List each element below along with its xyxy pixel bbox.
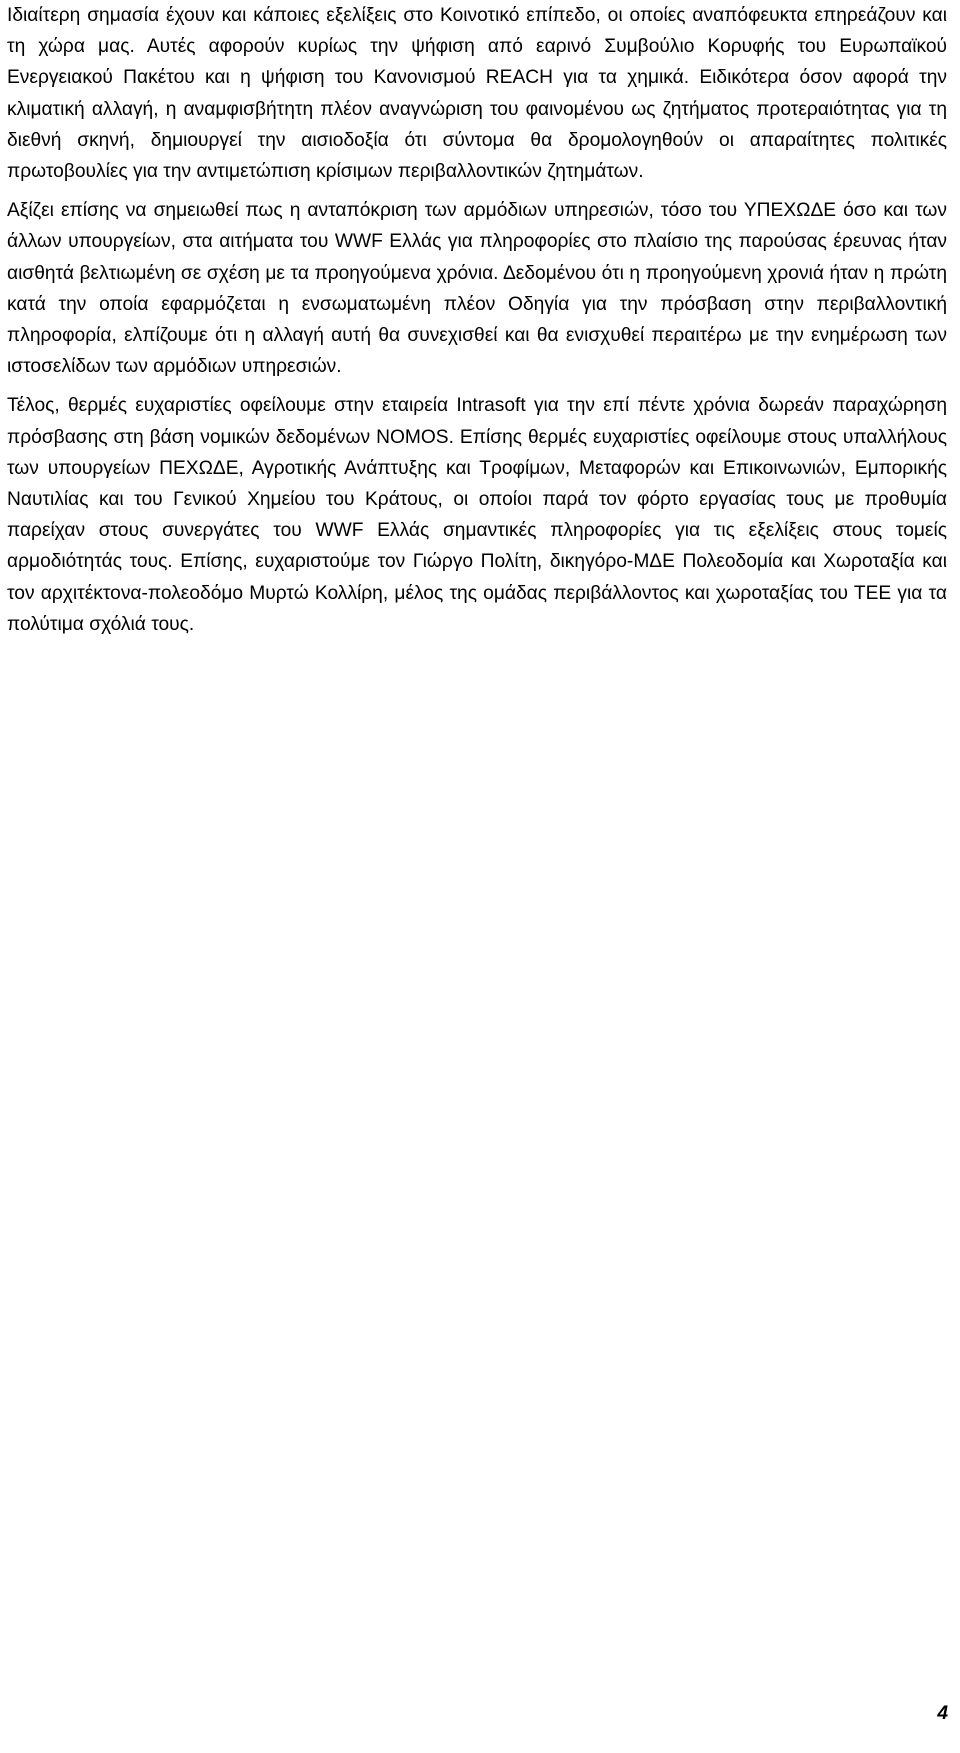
paragraph-services-response: Αξίζει επίσης να σημειωθεί πως η ανταπόκριση των αρμόδιων υπηρεσιών, τόσο του ΥΠΕΧΩΔΕ όσο και των άλλων υπουργείων, στα αιτήματα του WWF Ελλάς για πληροφορίες στο πλαίσιο της παρούσας έρευνας ήταν αισθητά βελτιωμένη σε σχέση με τα προηγούμενα χρόνια. Δεδομένου ότι η προηγούμενη χρονιά ήταν η πρώτη κατά την οποία εφαρμόζεται η ενσωματωμένη πλέον Οδηγία για την πρόσβαση στην περιβαλλοντική πληροφορία, ελπίζουμε ότι η αλλαγή αυτή θα συνεχισθεί και θα ενισχυθεί περαιτέρω με την ενημέρωση των ιστοσελίδων των αρμόδιων υπηρεσιών.	[7, 200, 947, 378]
paragraph-acknowledgements: Τέλος, θερμές ευχαριστίες οφείλουμε στην εταιρεία Intrasoft για την επί πέντε χρόνια δωρεάν παραχώρηση πρόσβασης στη βάση νομικών δεδομένων NOMOS. Επίσης θερμές ευχαριστίες οφείλουμε στους υπαλλήλους των υπουργείων ΠΕΧΩΔΕ, Αγροτικής Ανάπτυξης και Τροφίμων, Μεταφορών και Επικοινωνιών, Εμπορικής Ναυτιλίας και του Γενικού Χημείου του Κράτους, οι οποίοι παρά τον φόρτο εργασίας τους με προθυμία παρείχαν στους συνεργάτες του WWF Ελλάς σημαντικές πληροφορίες για τις εξελίξεις στους τομείς αρμοδιότητάς τους. Επίσης, ευχαριστούμε τον Γιώργο Πολίτη, δικηγόρο-ΜΔΕ Πολεοδομία και Χωροταξία και τον αρχιτέκτονα-πολεοδόμο Μυρτώ Κολλίρη, μέλος της ομάδας περιβάλλοντος και χωροταξίας του ΤΕΕ για τα πολύτιμα σχόλιά τους.	[7, 395, 947, 635]
page-number: 4	[937, 1703, 948, 1724]
document-page	[7, 0, 947, 640]
paragraph-eu-developments: Ιδιαίτερη σημασία έχουν και κάποιες εξελίξεις στο Κοινοτικό επίπεδο, οι οποίες αναπόφευκτα επηρεάζουν και τη χώρα μας. Αυτές αφορούν κυρίως την ψήφιση από εαρινό Συμβούλιο Κορυφής του Ευρωπαϊκού Ενεργειακού Πακέτου και η ψήφιση του Κανονισμού REACH για τα χημικά. Ειδικότερα όσον αφορά την κλιματική αλλαγή, η αναμφισβήτητη πλέον αναγνώριση του φαινομένου ως ζητήματος προτεραιότητας για τη διεθνή σκηνή, δημιουργεί την αισιοδοξία ότι σύντομα θα δρομολογηθούν οι απαραίτητες πολιτικές πρωτοβουλίες για την αντιμετώπιση κρίσιμων περιβαλλοντικών ζητημάτων.	[7, 5, 947, 183]
